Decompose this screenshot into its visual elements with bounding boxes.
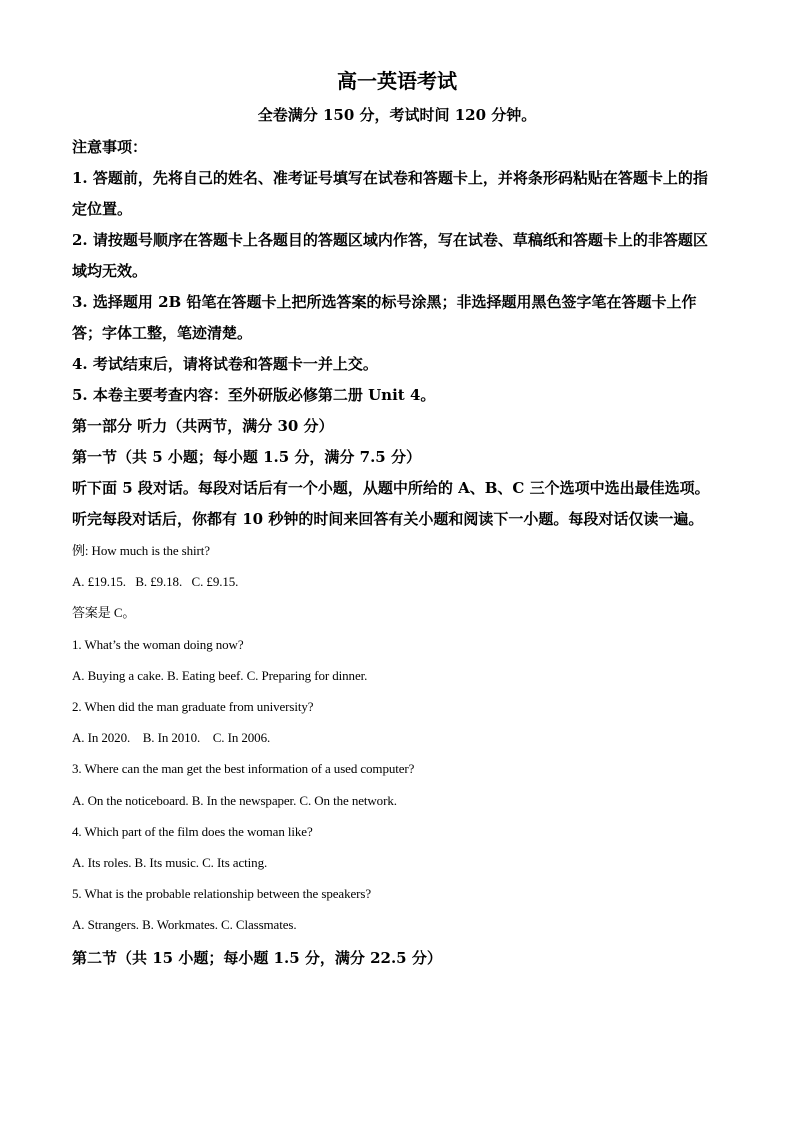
question-text: 5. What is the probable relationship between the speakers? [72, 886, 371, 902]
question-item [72, 691, 722, 753]
exam-subtitle: 全卷满分 150 分，考试时间 120 分钟。 [257, 106, 537, 124]
section1-heading: 第一节（共 5 小题；每小题 1.5 分，满分 7.5 分） [72, 448, 421, 466]
question-options: A. In 2020. B. In 2010. C. In 2006. [72, 730, 271, 746]
question-text: 3. Where can the man get the best information of a used computer? [72, 761, 415, 777]
example-question: 例: How much is the shirt? [72, 543, 210, 558]
question-options: A. On the noticeboard. B. In the newspaper. C. On the network. [72, 792, 397, 808]
question-item [72, 629, 722, 691]
example-block [72, 535, 722, 629]
question-item [72, 878, 722, 940]
example-answer: 答案是 C。 [72, 605, 136, 621]
question-text: 1. What’s the woman doing now? [72, 636, 244, 652]
question-text: 4. Which part of the film does the woman like? [72, 823, 313, 839]
part1-listening [72, 411, 722, 974]
question-options: A. Its roles. B. Its music. C. Its acting. [72, 855, 268, 871]
section1-instructions: 听下面 5 段对话。每段对话后有一个小题，从题中所给的 A、B、C 三个选项中选出最佳选项。听完每段对话后，你都有 10 秒钟的时间来回答有关小题和阅读下一小题。每段对话仅读一遍。 [72, 479, 710, 528]
example-options: A. £19.15. B. £9.18. C. £9.15. [72, 574, 239, 590]
question-item [72, 753, 722, 815]
part1-heading: 第一部分 听力（共两节，满分 30 分） [72, 417, 334, 435]
note-item-1: 1. 答题前，先将自己的姓名、准考证号填写在试卷和答题卡上，并将条形码粘贴在答题卡上的指定位置。 [72, 169, 708, 218]
exam-page [72, 66, 722, 974]
question-options: A. Strangers. B. Workmates. C. Classmates. [72, 917, 297, 933]
note-item-2: 2. 请按题号顺序在答题卡上各题目的答题区域内作答，写在试卷、草稿纸和答题卡上的非答题区域均无效。 [72, 231, 708, 280]
note-item-3: 3. 选择题用 2B 铅笔在答题卡上把所选答案的标号涂黑；非选择题用黑色签字笔在答题卡上作答；字体工整，笔迹清楚。 [72, 293, 697, 342]
notes-heading: 注意事项： [72, 138, 148, 156]
note-item-5: 5. 本卷主要考查内容：至外研版必修第二册 Unit 4。 [72, 386, 436, 404]
question-list [72, 629, 722, 941]
question-options: A. Buying a cake. B. Eating beef. C. Preparing for dinner. [72, 667, 368, 683]
section2-heading: 第二节（共 15 小题；每小题 1.5 分，满分 22.5 分） [72, 948, 442, 967]
exam-title: 高一英语考试 [337, 69, 457, 93]
notes-section [72, 132, 722, 411]
note-item-4: 4. 考试结束后，请将试卷和答题卡一并上交。 [72, 355, 378, 373]
question-text: 2. When did the man graduate from university? [72, 699, 314, 715]
question-item [72, 816, 722, 878]
